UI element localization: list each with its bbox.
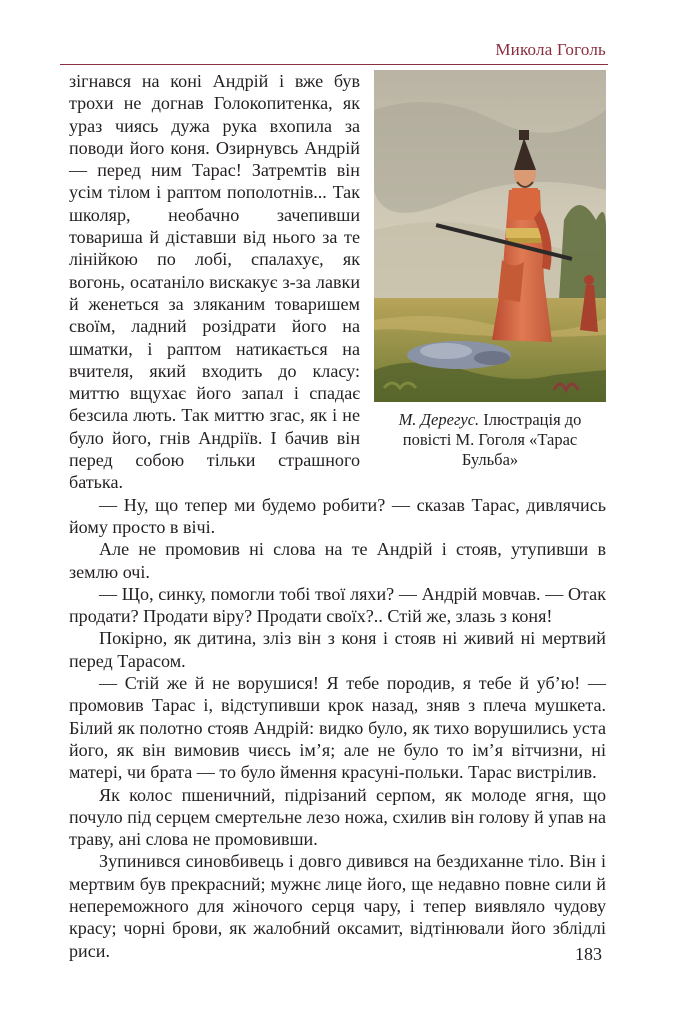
paragraph: — Що, синку, помогли тобі твої ляхи? — Андрій мовчав. — Отак продати? Продати віру? Продати своїх?.. Стій же, злазь з коня!: [69, 583, 606, 627]
paragraph: Покірно, як дитина, зліз він з коня і стояв ні живий ні мертвий перед Тарасом.: [69, 628, 606, 671]
caption-author: М. Дерегус.: [398, 410, 480, 429]
body-text: [69, 70, 606, 962]
illustration-painting: [374, 70, 606, 402]
paragraph: Як колос пшеничний, підрізаний серпом, як молоде ягня, що почуло під серцем смертельне лезо ножа, схилив він голову й упав на траву, ані слова не промовивши.: [69, 784, 606, 850]
running-title: Микола Гоголь: [495, 40, 606, 59]
paragraph: зігнався на коні Андрій і вже був трохи не догнав Голокопитенка, як ураз чиясь дужа рука вхопила за поводи його коня. Озирнувсь Андрій — перед ним Тарас! Затремтів він усім тілом і раптом пополотнів... Так школяр, необачно зачепивши товариша й діставши від нього за те лінійкою по лобі, спалахує, як вогонь, осатаніло вискакує з-за лавки й женеться за зляканим товаришем своїм, ладний розідрати його на шматки, і раптом натикається на вчителя, який входить до класу: миттю вщухає його запал і спадає безсила лють. Так миттю згас, як і не було його, гнів Андріїв. І бачив він перед собою тільки страшного батька.: [69, 71, 360, 493]
paragraph: Зупинився синовбивець і довго дивився на бездиханне тіло. Він і мертвим був прекрасний; мужнє лице його, ще недавно повне сили й непереможного для жіночого серця чару, і тепер виявляло чудову красу; чорні брови, як жалобний оксамит, відтінювали його зблідлі риси.: [69, 851, 606, 961]
paragraph: — Ну, що тепер ми будемо робити? — сказав Тарас, дивлячись йому просто в вічі.: [69, 494, 606, 537]
page-number: 183: [575, 944, 602, 964]
page-header: [60, 38, 608, 65]
illustration-figure: [374, 70, 606, 470]
illustration-caption: [374, 402, 606, 470]
caption-text: Ілюстрація до повісті М. Гоголя «Тарас Бульба»: [402, 410, 582, 469]
paragraph: — Стій же й не ворушися! Я тебе породив, я тебе й уб’ю! — промовив Тарас і, відступивши крок назад, зняв з плеча мушкета. Білий як полотно стояв Андрій: видко було, як тихо ворушились уста його, як він вимовив чиєсь ім’я; але не було то ім’я вітчизни, ні матері, чи брата — то було ймення красуні-польки. Тарас вистрілив.: [69, 673, 606, 783]
paragraph: Але не промовив ні слова на те Андрій і стояв, утупивши в землю очі.: [69, 539, 606, 582]
